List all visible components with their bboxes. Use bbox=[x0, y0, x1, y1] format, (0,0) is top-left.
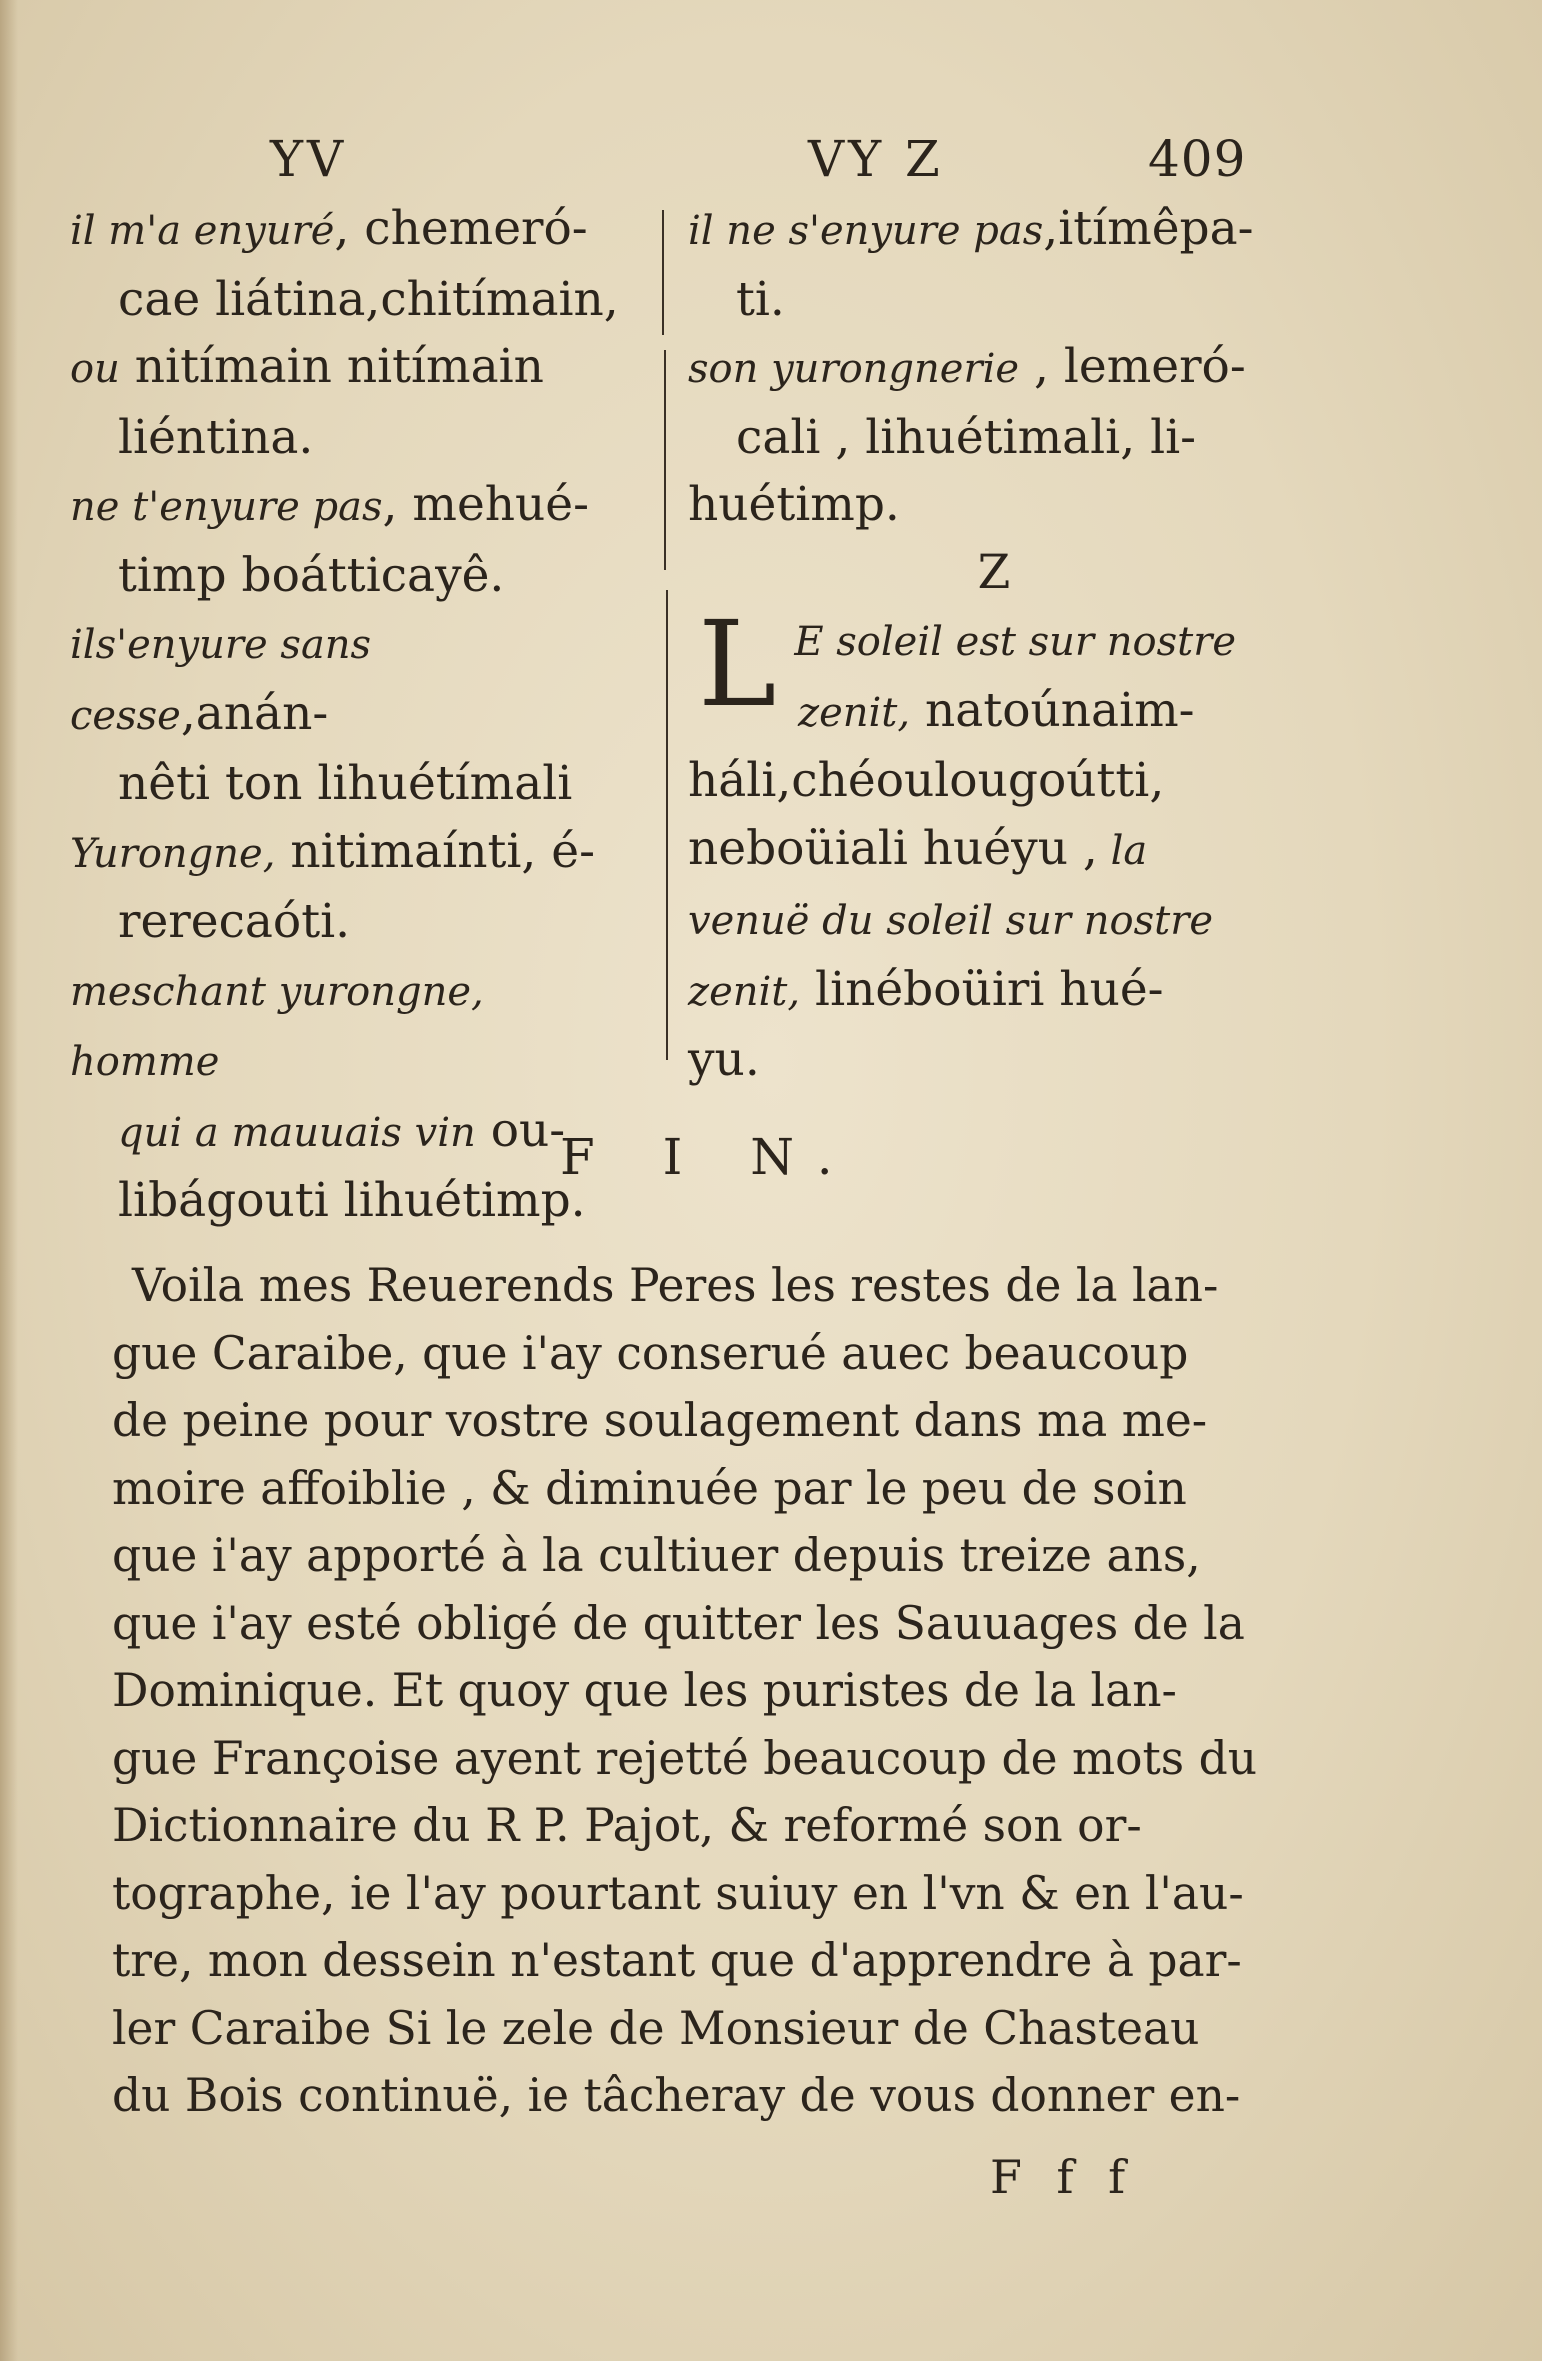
entry-continuation: nêti ton lihuétímali bbox=[118, 756, 573, 811]
page-number: 409 bbox=[1148, 130, 1247, 188]
paragraph-line: moire affoiblie , & diminuée par le peu de soin bbox=[112, 1461, 1187, 1515]
entry-continuation: huétimp. bbox=[688, 477, 900, 532]
column-divider bbox=[664, 350, 666, 570]
dictionary-entry bbox=[70, 195, 635, 333]
french-term: meschant yurongne, homme bbox=[70, 968, 484, 1085]
dictionary-entry bbox=[688, 333, 1300, 539]
carib-translation: natoúnaim- bbox=[910, 682, 1195, 738]
drop-cap: L bbox=[698, 595, 777, 733]
entry-continuation: libágouti lihuétimp. bbox=[118, 1173, 586, 1228]
carib-translation: ,itímêpa- bbox=[1043, 201, 1254, 256]
entry-continuation: ti. bbox=[736, 271, 785, 327]
entry-continuation: timp boátticayê. bbox=[118, 547, 505, 603]
paragraph-line: Dominique. Et quoy que les puristes de la lan- bbox=[112, 1664, 1177, 1717]
french-term: zenit, bbox=[688, 968, 801, 1015]
carib-translation: nitimaínti, é- bbox=[275, 823, 595, 879]
french-term: son yurongnerie bbox=[688, 346, 1020, 392]
carib-translation: neboüiali huéyu , bbox=[688, 820, 1098, 876]
french-term: zenit, bbox=[798, 689, 911, 736]
running-head-right: VY Z bbox=[808, 130, 944, 188]
french-term: il m'a enyuré bbox=[70, 208, 335, 254]
french-term: Yurongne, bbox=[70, 830, 276, 877]
dictionary-entry bbox=[70, 956, 635, 1235]
paragraph-line: tre, mon dessein n'estant que d'apprendre à par- bbox=[112, 1934, 1242, 1987]
column-divider bbox=[666, 590, 668, 1060]
carib-translation: ,anán- bbox=[180, 685, 329, 741]
carib-translation: , chemeró- bbox=[334, 201, 588, 256]
dictionary-entry bbox=[70, 818, 635, 956]
carib-translation: , lemeró- bbox=[1019, 339, 1246, 394]
french-term: qui a mauuais vin bbox=[118, 1109, 476, 1156]
paragraph-line: Voila mes Reuerends Peres les restes de la lan- bbox=[132, 1259, 1219, 1312]
entry-continuation: cae liátina,chitímain, bbox=[118, 271, 619, 327]
paragraph-line: de peine pour vostre soulagement dans ma me- bbox=[112, 1394, 1208, 1447]
paragraph-line: que i'ay apporté à la cultiuer depuis treize ans, bbox=[112, 1529, 1201, 1582]
dictionary-entry bbox=[688, 195, 1300, 333]
section-letter: Z bbox=[977, 544, 1011, 600]
paragraph-line: gue Caraibe, que i'ay conserué auec beaucoup bbox=[112, 1326, 1189, 1380]
fin-heading: F I N. bbox=[560, 1128, 859, 1186]
entry-continuation: yu. bbox=[688, 1032, 760, 1087]
page-gutter-shadow bbox=[0, 0, 18, 2361]
paragraph-line: ler Caraibe Si le zele de Monsieur de Chasteau bbox=[112, 2001, 1200, 2055]
paragraph-line: du Bois continuë, ie tâcheray de vous donner en- bbox=[112, 2069, 1241, 2122]
french-term: ou bbox=[70, 346, 120, 392]
dictionary-entry bbox=[70, 471, 635, 609]
running-head-left: YV bbox=[270, 130, 348, 188]
left-column bbox=[70, 195, 635, 1235]
paragraph-line: que i'ay esté obligé de quitter les Sauuages de la bbox=[112, 1596, 1245, 1650]
french-term: il ne s'enyure pas bbox=[688, 208, 1044, 254]
entry-continuation: cali , lihuétimali, li- bbox=[736, 409, 1197, 465]
carib-translation: linéboüiri hué- bbox=[800, 961, 1164, 1017]
dictionary-entry bbox=[70, 333, 635, 471]
french-term: ne t'enyure pas bbox=[70, 484, 383, 530]
entry-continuation: liéntina. bbox=[118, 409, 314, 465]
section-z-entry bbox=[688, 595, 1300, 1094]
french-term: ils'enyure sans cesse bbox=[70, 622, 372, 739]
french-term: venuë du soleil sur nostre bbox=[688, 898, 1213, 944]
carib-translation: nitímain nitímain bbox=[119, 339, 544, 394]
french-term: la bbox=[1097, 827, 1148, 874]
column-divider bbox=[662, 210, 664, 335]
paragraph-line: tographe, ie l'ay pourtant suiuy en l'vn & en l'au- bbox=[112, 1866, 1244, 1920]
entry-continuation: háli,chéoulougoútti, bbox=[688, 753, 1165, 808]
closing-paragraph bbox=[112, 1252, 1292, 2130]
entry-continuation: rerecaóti. bbox=[118, 894, 351, 949]
french-term: E soleil est sur nostre bbox=[794, 619, 1236, 665]
paragraph-line: Dictionnaire du R P. Pajot, & reformé son or- bbox=[112, 1799, 1142, 1852]
carib-translation: , mehué- bbox=[382, 477, 589, 532]
entry-continuation: ou- bbox=[475, 1102, 566, 1158]
dictionary-entry bbox=[70, 609, 635, 818]
paragraph-line: gue Françoise ayent rejetté beaucoup de mots du bbox=[112, 1731, 1258, 1785]
signature-mark: F f f bbox=[990, 2150, 1136, 2204]
right-column bbox=[688, 195, 1300, 1094]
